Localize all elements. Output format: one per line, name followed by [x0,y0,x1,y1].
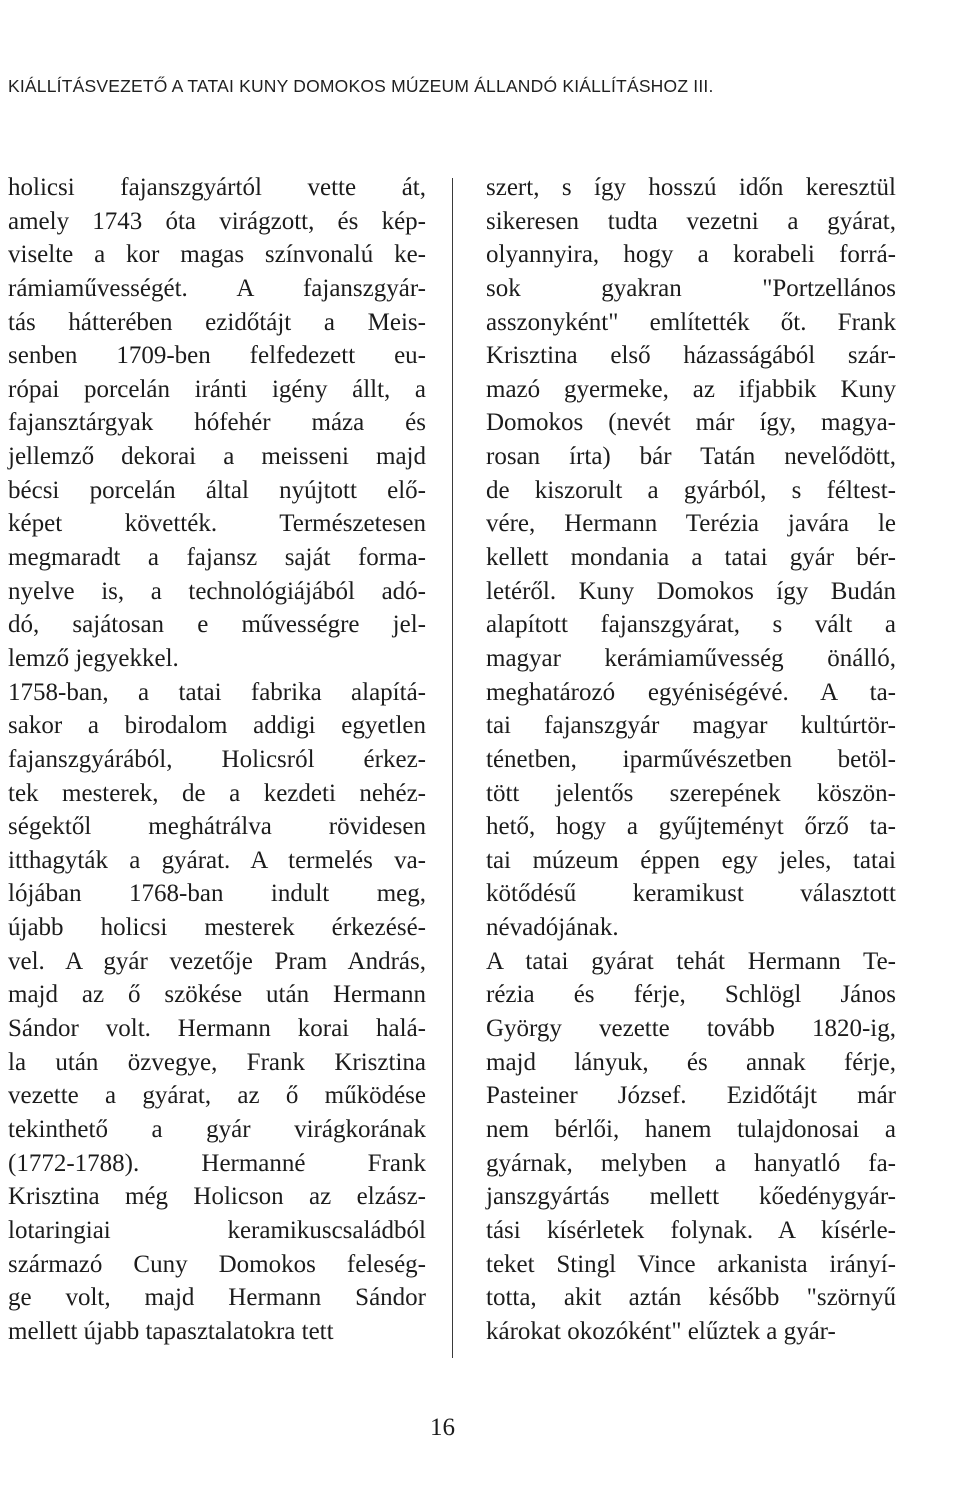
text-line: de kiszorult a gyárból, s féltest- [486,476,896,504]
text-line: la után özvegye, Frank Krisztina [8,1048,426,1076]
text-line: rosan írta) bár Tatán nevelődött, [486,443,896,471]
text-line: újabb holicsi mesterek érkezésé- [8,914,426,942]
text-line: vére, Hermann Terézia javára le [486,510,896,538]
column-divider [452,178,453,1358]
text-line: Sándor volt. Hermann korai halá- [8,1015,426,1043]
text-line: mazó gyermeke, az ifjabbik Kuny [486,375,896,403]
text-line: alapított fajanszgyárat, s vált a [486,611,896,639]
right-text-column [486,171,896,1348]
text-line: viselte a kor magas színvonalú ke- [8,241,426,269]
text-line: nem bérlői, hanem tulajdonosai a [486,1115,896,1143]
text-line: ségektől meghátrálva rövidesen [8,813,426,841]
text-line: Krisztina még Holicson az elzász- [8,1183,426,1211]
text-line: (1772-1788). Hermanné Frank [8,1149,426,1177]
text-line: kötődésű keramikust választott [486,880,896,908]
text-line: képet követték. Természetesen [8,510,426,538]
left-text-column [8,171,426,1348]
text-line: mellett újabb tapasztalatokra tett [8,1317,334,1345]
text-line: megmaradt a fajansz saját forma- [8,544,426,572]
text-line: itthagyták a gyárat. A termelés va- [8,846,426,874]
text-line: holicsi fajanszgyártól vette át, [8,174,426,201]
text-line: vezette a gyárat, az ő működése [8,1082,426,1110]
text-line: jellemző dekorai a meisseni majd [8,443,426,471]
text-line: hető, hogy a gyűjteményt őrző ta- [486,813,896,841]
text-line: 1758-ban, a tatai fabrika alapítá- [8,678,426,706]
text-line: meghatározó egyéniségévé. A ta- [486,678,896,706]
text-line: rézia és férje, Schlögl János [486,981,896,1009]
text-line: származó Cuny Domokos feleség- [8,1250,426,1278]
text-line: sakor a birodalom addigi egyetlen [8,712,426,740]
text-line: letéről. Kuny Domokos így Budán [486,577,896,605]
text-line: majd lányuk, és annak férje, [486,1048,896,1076]
text-line: Krisztina első házasságából szár- [486,342,896,370]
text-line: A tatai gyárat tehát Hermann Te- [486,947,896,975]
text-line: tai múzeum éppen egy jeles, tatai [486,846,896,874]
text-line: dó, sajátosan e művességre jel- [8,611,426,639]
text-line: György vezette tovább 1820-ig, [486,1015,896,1043]
text-line: magyar kerámiaművesség önálló, [486,644,896,672]
text-line: olyannyira, hogy a korabeli forrá- [486,241,896,269]
running-header: KIÁLLÍTÁSVEZETŐ A TATAI KUNY DOMOKOS MÚZEUM ÁLLANDÓ KIÁLLÍTÁSHOZ III. [8,76,714,96]
text-line: tás hátterében ezidőtájt a Meis- [8,308,426,336]
text-line: szert, s így hosszú időn keresztül [486,174,896,201]
text-line: vel. A gyár vezetője Pram András, [8,947,426,975]
text-line: lójában 1768-ban indult meg, [8,880,426,908]
text-line: ge volt, majd Hermann Sándor [8,1284,426,1312]
text-line: névadójának. [486,914,619,942]
text-line: janszgyártás mellett kőedénygyár- [486,1183,896,1211]
text-line: tai fajanszgyár magyar kultúrtör- [486,712,896,740]
page-number: 16 [430,1414,455,1441]
text-line: tött jelentős szerepének köszön- [486,779,896,807]
text-line: lemző jegyekkel. [8,644,179,672]
text-line: totta, akit aztán később "szörnyű [486,1284,896,1312]
text-line: károkat okozóként" elűztek a gyár- [486,1317,836,1345]
text-line: fajansztárgyak hófehér máza és [8,409,426,437]
text-line: majd az ő szökése után Hermann [8,981,426,1009]
text-line: tek mesterek, de a kezdeti nehéz- [8,779,426,807]
text-line: Domokos (nevét már így, magya- [486,409,896,437]
text-line: tási kísérletek folynak. A kísérle- [486,1216,896,1244]
text-line: tekinthető a gyár virágkorának [8,1115,426,1143]
text-line: kellett mondania a tatai gyár bér- [486,544,896,572]
text-line: teket Stingl Vince arkanista irányí- [486,1250,896,1278]
text-line: sikeresen tudta vezetni a gyárat, [486,207,896,235]
text-line: ténetben, iparművészetben betöl- [486,745,896,773]
text-line: fajanszgyárából, Holicsról érkez- [8,745,426,773]
text-line: asszonyként" említették őt. Frank [486,308,896,336]
text-line: rámiaművességét. A fajanszgyár- [8,274,426,302]
text-line: gyárnak, melyben a hanyatló fa- [486,1149,896,1177]
text-line: nyelve is, a technológiájából adó- [8,577,426,605]
text-line: amely 1743 óta virágzott, és kép- [8,207,426,235]
text-line: rópai porcelán iránti igény állt, a [8,375,426,403]
text-line: lotaringiai keramikuscsaládból [8,1216,426,1244]
text-line: Pasteiner József. Ezidőtájt már [486,1082,896,1110]
text-line: sok gyakran "Portzellános [486,274,896,302]
text-line: senben 1709-ben felfedezett eu- [8,342,426,370]
text-line: bécsi porcelán által nyújtott elő- [8,476,426,504]
